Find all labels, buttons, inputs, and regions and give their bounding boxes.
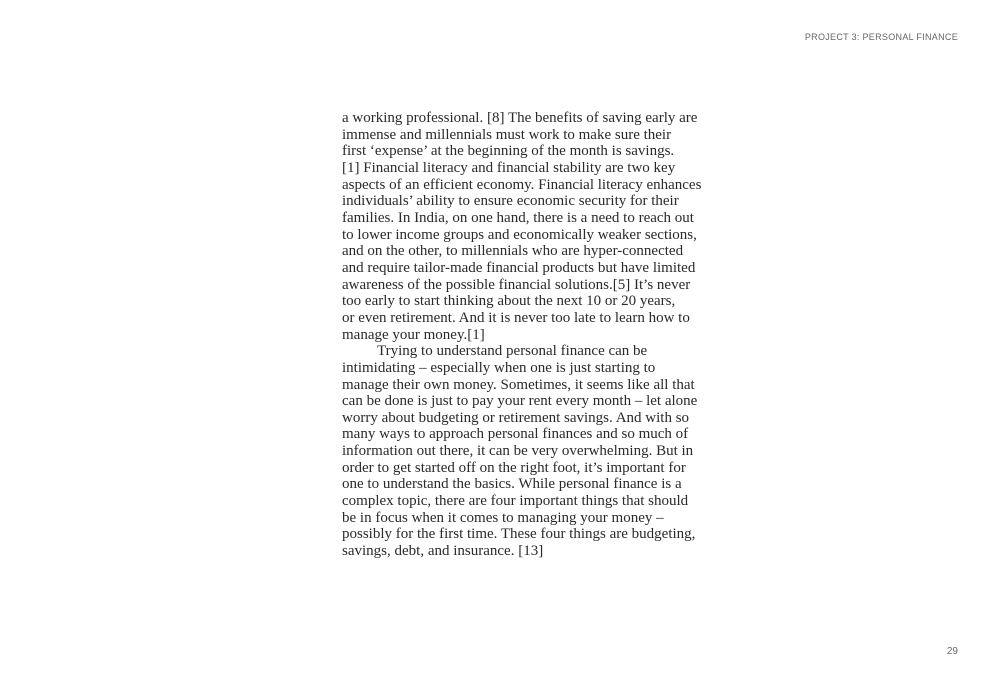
text-line: manage their own money. Sometimes, it seems like all that — [342, 376, 695, 393]
paragraph-1 — [342, 110, 702, 343]
text-line: information out there, it can be very overwhelming. But in — [342, 443, 694, 460]
text-line: too early to start thinking about the next 10 or 20 years, — [342, 293, 676, 310]
text-line: can be done is just to pay your rent every month – let alone — [342, 393, 698, 410]
text-line: awareness of the possible financial solutions.[5] It’s never — [342, 276, 691, 293]
text-line: aspects of an efficient economy. Financial literacy enhances — [342, 176, 702, 193]
text-line: worry about budgeting or retirement savings. And with so — [342, 409, 690, 426]
text-line: a working professional. [8] The benefits of saving early are — [342, 110, 698, 126]
text-line: and require tailor-made financial products but have limited — [342, 259, 696, 276]
text-line: manage your money.[1] — [342, 326, 485, 343]
page-number: 29 — [946, 646, 958, 657]
text-line: intimidating – especially when one is just starting to — [342, 359, 656, 376]
text-line: order to get started off on the right foot, it’s important for — [342, 459, 686, 476]
text-line: Trying to understand personal finance can be — [377, 343, 648, 360]
text-line: first ‘expense’ at the beginning of the month is savings. — [342, 143, 675, 160]
text-line: one to understand the basics. While personal finance is a — [342, 476, 682, 493]
body-text — [342, 110, 702, 560]
text-line: [1] Financial literacy and financial stability are two key — [342, 159, 676, 176]
text-line: and on the other, to millennials who are hyper-connected — [342, 243, 684, 260]
text-line: to lower income groups and economically weaker sections, — [342, 226, 697, 243]
text-line: be in focus when it comes to managing your money – — [342, 509, 664, 526]
text-line: families. In India, on one hand, there is a need to reach out — [342, 209, 694, 226]
text-line: or even retirement. And it is never too late to learn how to — [342, 309, 690, 326]
text-line: savings, debt, and insurance. [13] — [342, 543, 544, 560]
text-line: complex topic, there are four important things that should — [342, 493, 689, 510]
text-line: immense and millennials must work to make sure their — [342, 126, 672, 143]
text-line: possibly for the first time. These four things are budgeting, — [342, 526, 696, 543]
text-line: many ways to approach personal finances and so much of — [342, 426, 689, 443]
text-line: individuals’ ability to ensure economic security for their — [342, 193, 679, 210]
running-header: PROJECT 3: PERSONAL FINANCE — [804, 32, 958, 42]
paragraph-2 — [342, 343, 698, 560]
